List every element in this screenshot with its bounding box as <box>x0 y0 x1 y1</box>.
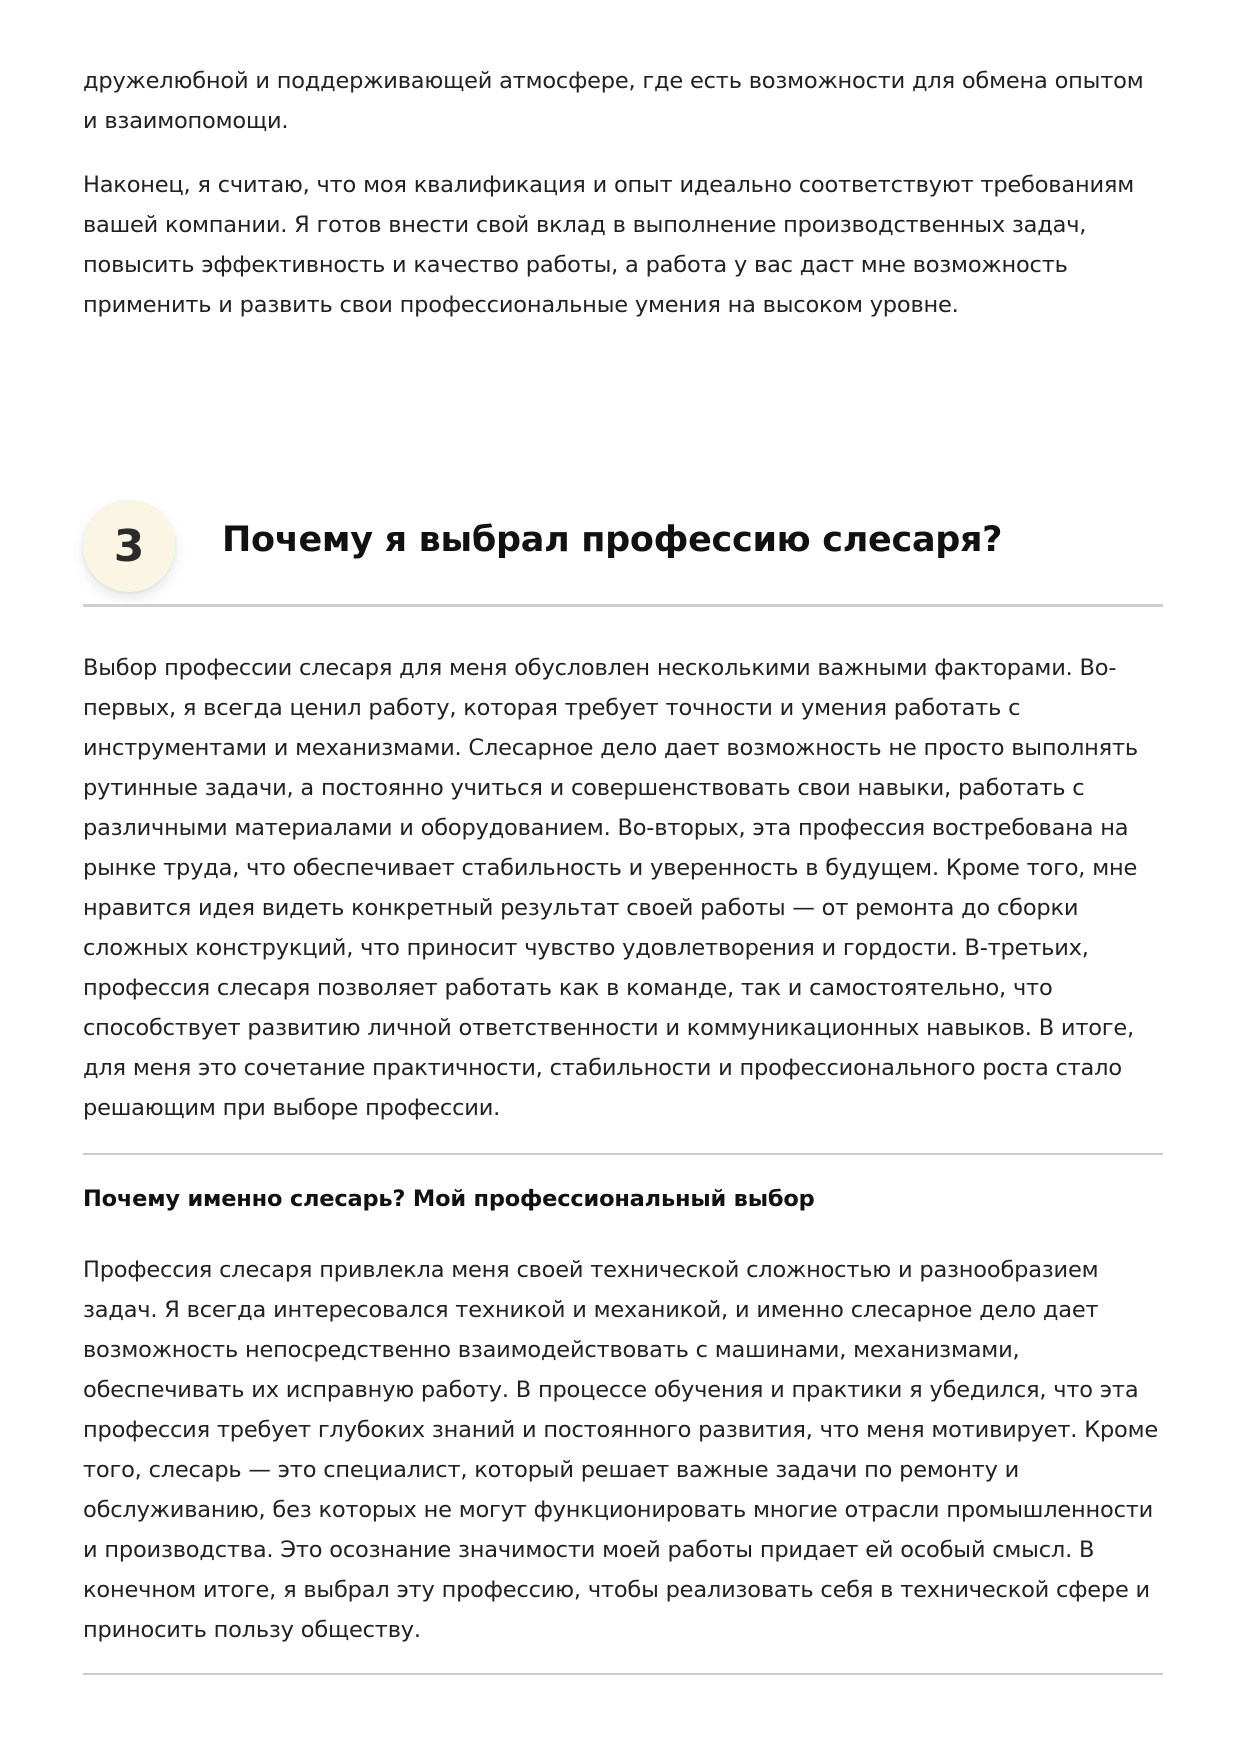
section-divider <box>83 604 1163 607</box>
conclusion-paragraph: Наконец, я считаю, что моя квалификация и опыт идеально соответствуют требованиям вашей компании. Я готов внести свой вклад в выполнение производственных задач, повысить эффективность и качество работы, а работа у вас даст мне возможность применить и развить свои профессиональные умения на высоком уровне. <box>83 172 1134 318</box>
subsection-paragraph: Профессия слесаря привлекла меня своей технической сложностью и разнообразием задач. Я всегда интересовался техникой и механикой, и именно слесарное дело дает возможность непосредственно взаимодействовать с машинами, механизмами, обеспечивать их исправную работу. В процессе обучения и практики я убедился, что эта профессия требует глубоких знаний и постоянного развития, что меня мотивирует. Кроме того, слесарь — это специалист, который решает важные задачи по ремонту и обслуживанию, без которых не могут функционировать многие отрасли промышленности и производства. Это осознание значимости моей работы придает ей особый смысл. В конечном итоге, я выбрал эту профессию, чтобы реализовать себя в технической сфере и приносить пользу обществу. <box>83 1257 1159 1643</box>
divider <box>83 1153 1163 1155</box>
subsection-heading: Почему именно слесарь? Мой профессиональный выбор <box>83 1186 815 1212</box>
divider-bottom <box>83 1673 1163 1675</box>
section-number: 3 <box>113 520 145 572</box>
top-paragraph: дружелюбной и поддерживающей атмосфере, где есть возможности для обмена опытом и взаимопомощи. <box>83 68 1144 134</box>
section-number-badge <box>83 500 175 592</box>
section-paragraph: Выбор профессии слесаря для меня обусловлен несколькими важными факторами. Во-первых, я всегда ценил работу, которая требует точности и умения работать с инструментами и механизмами. Слесарное дело дает возможность не просто выполнять рутинные задачи, а постоянно учиться и совершенствовать свои навыки, работать с различными материалами и оборудованием. Во-вторых, эта профессия востребована на рынке труда, что обеспечивает стабильность и уверенность в будущем. Кроме того, мне нравится идея видеть конкретный результат своей работы — от ремонта до сборки сложных конструкций, что приносит чувство удовлетворения и гордости. В-третьих, профессия слесаря позволяет работать как в команде, так и самостоятельно, что способствует развитию личной ответственности и коммуникационных навыков. В итоге, для меня это сочетание практичности, стабильности и профессионального роста стало решающим при выборе профессии. <box>83 655 1138 1121</box>
section-title: Почему я выбрал профессию слесаря? <box>222 520 1003 560</box>
section-header <box>83 498 1163 606</box>
